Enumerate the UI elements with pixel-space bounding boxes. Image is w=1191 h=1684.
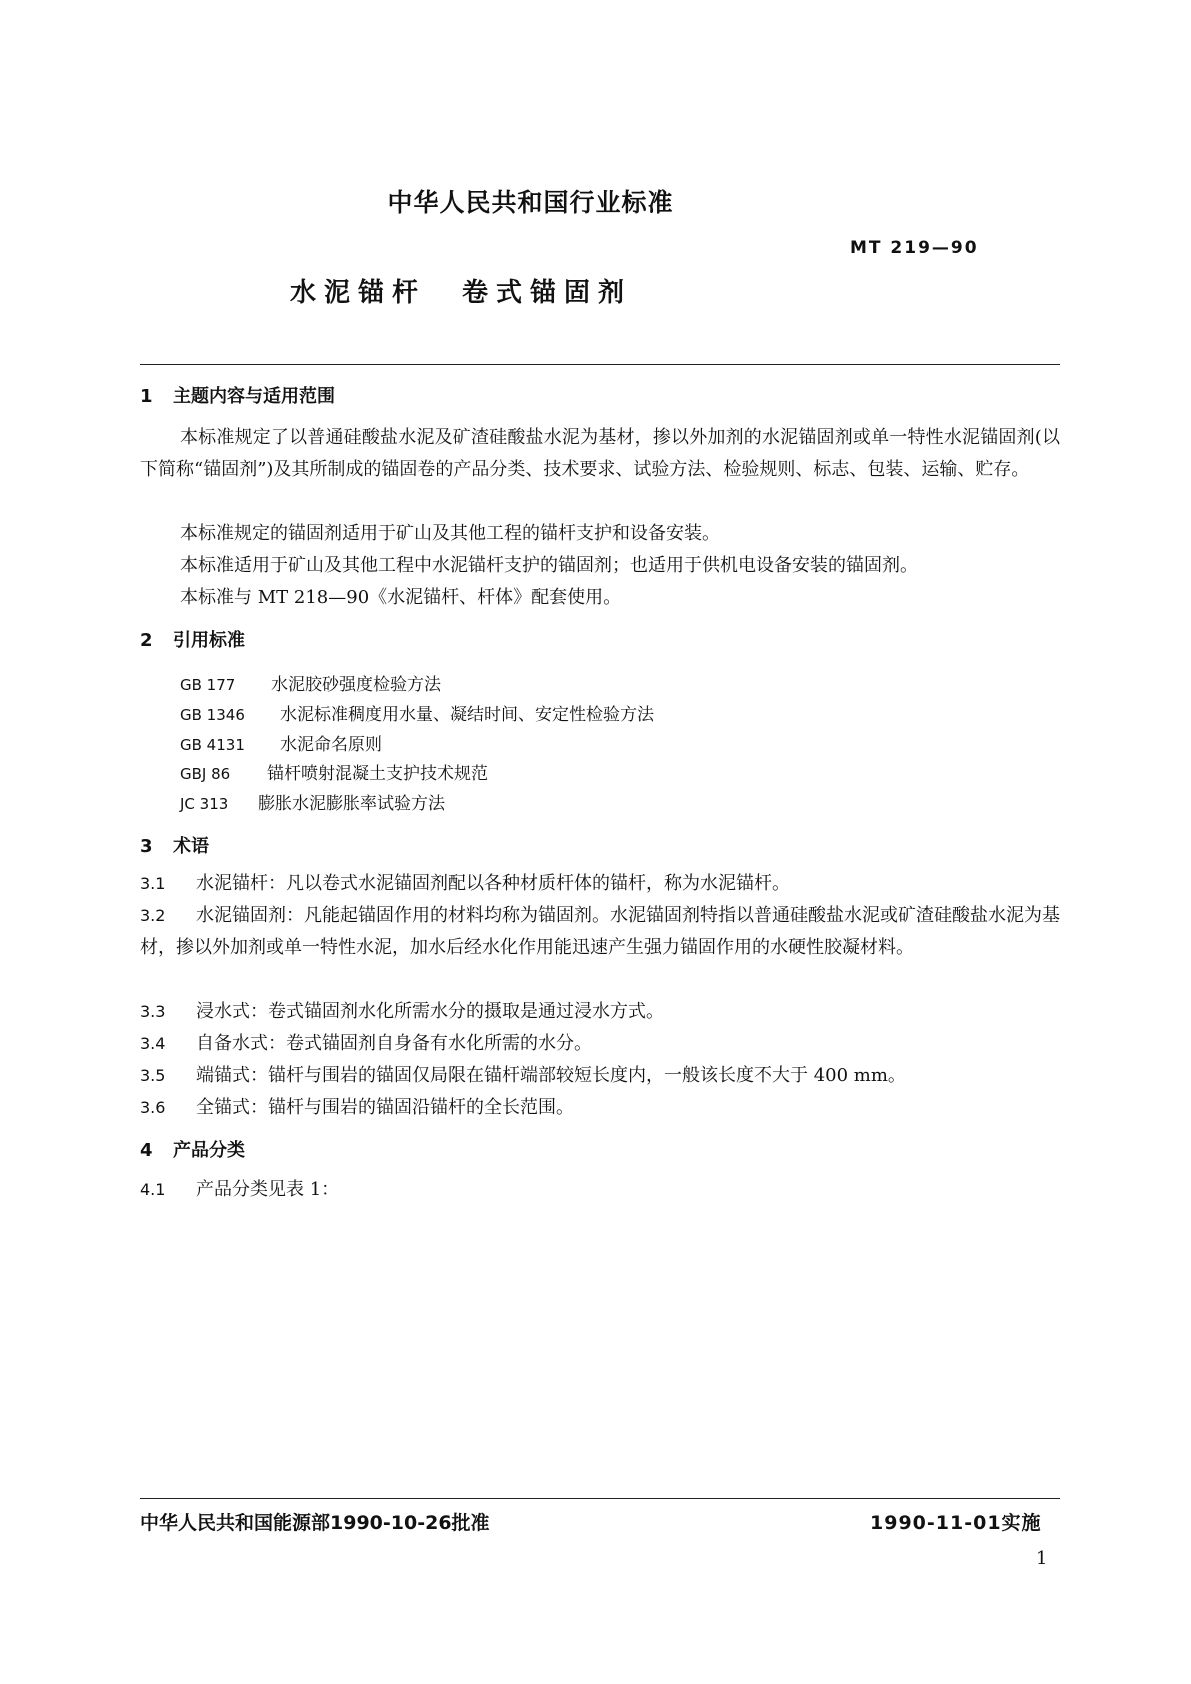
section-3-number: 3	[140, 836, 153, 857]
section-1-paragraph-4: 本标准与 MT 218—90《水泥锚杆、杆体》配套使用。	[180, 587, 622, 608]
reference-name: 水泥胶砂强度检验方法	[271, 675, 441, 695]
reference-item	[180, 700, 654, 725]
reference-name: 水泥命名原则	[280, 735, 382, 755]
section-2-heading	[140, 626, 245, 652]
reference-code: GBJ 86	[180, 765, 231, 783]
section-3-heading	[140, 832, 209, 858]
term-text: 端锚式：锚杆与围岩的锚固仅局限在锚杆端部较短长度内，一般该长度不大于 400 mm。	[196, 1065, 906, 1086]
reference-item	[180, 789, 445, 814]
term-item	[140, 996, 1060, 1028]
section-4-title: 产品分类	[173, 1140, 245, 1161]
reference-code: GB 4131	[180, 736, 245, 754]
term-item	[140, 1060, 1060, 1092]
term-item	[140, 868, 1060, 900]
header-rule	[140, 364, 1060, 365]
section-1-paragraph-3: 本标准适用于矿山及其他工程中水泥锚杆支护的锚固剂；也适用于供机电设备安装的锚固剂。	[180, 555, 918, 576]
reference-code: GB 1346	[180, 706, 245, 724]
reference-item	[180, 730, 382, 755]
section-1-title: 主题内容与适用范围	[173, 386, 335, 407]
term-number: 3.6	[140, 1098, 166, 1117]
term-text: 产品分类见表 1：	[196, 1179, 340, 1200]
term-number: 3.1	[140, 874, 166, 893]
standard-code: MT 219—90	[850, 238, 979, 258]
section-1-paragraph-2: 本标准规定的锚固剂适用于矿山及其他工程的锚杆支护和设备安装。	[180, 523, 720, 544]
reference-code: GB 177	[180, 676, 236, 694]
term-text: 水泥锚杆：凡以卷式水泥锚固剂配以各种材质杆体的锚杆，称为水泥锚杆。	[196, 873, 790, 894]
footer-rule	[140, 1498, 1060, 1499]
reference-name: 锚杆喷射混凝土支护技术规范	[267, 764, 488, 784]
section-4-heading	[140, 1136, 245, 1162]
term-item	[140, 1092, 1060, 1124]
section-1-number: 1	[140, 386, 153, 407]
term-number: 3.4	[140, 1034, 166, 1053]
section-1-heading	[140, 382, 335, 408]
term-number: 3.5	[140, 1066, 166, 1085]
page-number: 1	[1036, 1548, 1048, 1569]
term-text: 浸水式：卷式锚固剂水化所需水分的摄取是通过浸水方式。	[196, 1001, 664, 1022]
reference-item	[180, 670, 441, 695]
term-number: 4.1	[140, 1180, 166, 1199]
section-3-title: 术语	[173, 836, 209, 857]
term-number: 3.2	[140, 906, 166, 925]
title-part-1: 水泥锚杆	[290, 278, 427, 308]
term-item	[140, 1174, 1060, 1206]
term-text: 自备水式：卷式锚固剂自身备有水化所需的水分。	[196, 1033, 592, 1054]
term-text: 水泥锚固剂：凡能起锚固作用的材料均称为锚固剂。水泥锚固剂特指以普通硅酸盐水泥或矿渣硅酸盐水泥为基材，掺以外加剂或单一特性水泥，加水后经水化作用能迅速产生强力锚固作用的水硬性胶凝材料。	[140, 905, 1060, 958]
section-2-number: 2	[140, 630, 153, 651]
effective-date: 1990-11-01实施	[870, 1512, 1042, 1534]
reference-item	[180, 759, 488, 784]
reference-name: 水泥标准稠度用水量、凝结时间、安定性检验方法	[280, 705, 654, 725]
title-part-2: 卷式锚固剂	[462, 278, 633, 308]
term-item	[140, 900, 1060, 964]
document-title	[290, 272, 632, 309]
standard-organization: 中华人民共和国行业标准	[387, 188, 674, 217]
section-1-paragraph-1: 本标准规定了以普通硅酸盐水泥及矿渣硅酸盐水泥为基材，掺以外加剂的水泥锚固剂或单一特性水泥锚固剂(以下简称“锚固剂”)及其所制成的锚固卷的产品分类、技术要求、试验方法、检验规则、标志、包装、运输、贮存。	[140, 427, 1060, 480]
term-number: 3.3	[140, 1002, 166, 1021]
reference-code: JC 313	[180, 795, 229, 813]
term-item	[140, 1028, 1060, 1060]
reference-name: 膨胀水泥膨胀率试验方法	[258, 794, 445, 814]
approval-statement: 中华人民共和国能源部1990-10-26批准	[140, 1512, 490, 1534]
term-text: 全锚式：锚杆与围岩的锚固沿锚杆的全长范围。	[196, 1097, 574, 1118]
section-4-number: 4	[140, 1140, 153, 1161]
section-2-title: 引用标准	[173, 630, 245, 651]
